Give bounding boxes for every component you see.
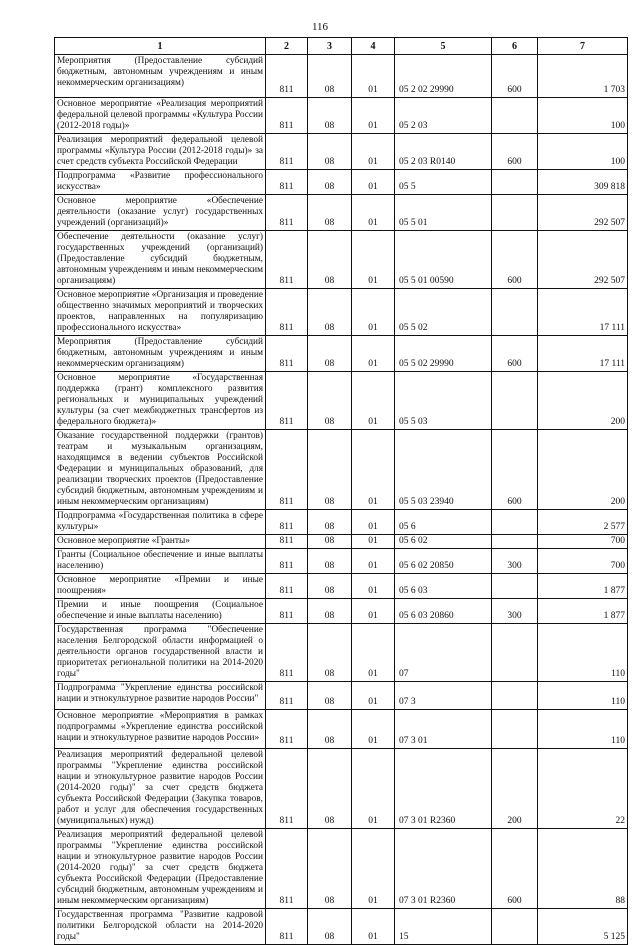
cell-name: Мероприятия (Предоставление субсидий бюджетным, автономным учреждениям и иным некоммерческим организациям) — [55, 55, 266, 98]
cell-sum: 292 507 — [538, 231, 628, 289]
cell-csr: 05 5 01 00590 — [395, 231, 492, 289]
cell-sum: 200 — [538, 430, 628, 510]
page-number: 116 — [311, 21, 329, 33]
cell-csr: 05 5 — [395, 170, 492, 195]
cell-grbs: 811 — [266, 829, 308, 909]
cell-pr: 01 — [352, 55, 395, 98]
cell-grbs: 811 — [266, 710, 308, 749]
table-row — [55, 682, 628, 710]
cell-rz: 08 — [308, 682, 352, 710]
cell-vr: 600 — [492, 829, 538, 909]
cell-pr: 01 — [352, 682, 395, 710]
table-body — [55, 55, 628, 945]
cell-pr: 01 — [352, 195, 395, 231]
cell-name: Гранты (Социальное обеспечение и иные выплаты населению) — [55, 549, 266, 574]
cell-grbs: 811 — [266, 231, 308, 289]
cell-rz: 08 — [308, 829, 352, 909]
cell-pr: 01 — [352, 98, 395, 134]
cell-vr — [492, 195, 538, 231]
cell-csr: 05 5 01 — [395, 195, 492, 231]
cell-vr — [492, 289, 538, 336]
cell-pr: 01 — [352, 372, 395, 430]
cell-name: Мероприятия (Предоставление субсидий бюджетным, автономным учреждениям и иным некоммерческим организациям) — [55, 336, 266, 372]
cell-csr: 07 3 01 — [395, 710, 492, 749]
cell-grbs: 811 — [266, 909, 308, 945]
cell-csr: 05 6 03 20860 — [395, 599, 492, 624]
cell-name: Реализация мероприятий федеральной целевой программы «Культура России (2012-2018 годы)» за счет средств субъекта Российской Федерации — [55, 134, 266, 170]
cell-grbs: 811 — [266, 510, 308, 535]
table-row — [55, 98, 628, 134]
cell-name: Подпрограмма «Развитие профессионального искусства» — [55, 170, 266, 195]
table-row — [55, 535, 628, 549]
cell-rz: 08 — [308, 549, 352, 574]
cell-pr: 01 — [352, 170, 395, 195]
cell-sum: 110 — [538, 710, 628, 749]
cell-grbs: 811 — [266, 98, 308, 134]
cell-name: Основное мероприятие «Организация и проведение общественно значимых мероприятий и творческих проектов, направленных на популяризацию профессионального искусства» — [55, 289, 266, 336]
cell-rz: 08 — [308, 289, 352, 336]
cell-vr — [492, 170, 538, 195]
cell-name: Основное мероприятие «Реализация мероприятий федеральной целевой программы «Культура России (2012-2018 годы)» — [55, 98, 266, 134]
table-row — [55, 549, 628, 574]
table-row — [55, 336, 628, 372]
cell-sum: 88 — [538, 829, 628, 909]
cell-rz: 08 — [308, 336, 352, 372]
cell-sum: 110 — [538, 682, 628, 710]
cell-sum: 1 703 — [538, 55, 628, 98]
cell-rz: 08 — [308, 430, 352, 510]
cell-pr: 01 — [352, 624, 395, 682]
cell-sum: 700 — [538, 549, 628, 574]
table-row — [55, 195, 628, 231]
cell-pr: 01 — [352, 535, 395, 549]
cell-vr — [492, 909, 538, 945]
cell-name: Основное мероприятие «Обеспечение деятельности (оказание услуг) государственных учреждений (организаций)» — [55, 195, 266, 231]
cell-vr — [492, 710, 538, 749]
cell-rz: 08 — [308, 574, 352, 599]
cell-name: Государственная программа "Развитие кадровой политики Белгородской области на 2014-2020 годы" — [55, 909, 266, 945]
cell-pr: 01 — [352, 231, 395, 289]
table-row — [55, 231, 628, 289]
cell-pr: 01 — [352, 430, 395, 510]
cell-grbs: 811 — [266, 682, 308, 710]
cell-grbs: 811 — [266, 574, 308, 599]
table-row — [55, 829, 628, 909]
table-row — [55, 710, 628, 749]
header-row — [55, 38, 628, 55]
cell-csr: 07 — [395, 624, 492, 682]
cell-csr: 05 2 02 29990 — [395, 55, 492, 98]
cell-csr: 05 5 02 29990 — [395, 336, 492, 372]
col-header-5: 5 — [395, 38, 492, 55]
table-row — [55, 170, 628, 195]
cell-pr: 01 — [352, 710, 395, 749]
cell-name: Основное мероприятие «Гранты» — [55, 535, 266, 549]
table-row — [55, 134, 628, 170]
cell-grbs: 811 — [266, 336, 308, 372]
cell-grbs: 811 — [266, 170, 308, 195]
cell-vr — [492, 574, 538, 599]
cell-sum: 1 877 — [538, 574, 628, 599]
cell-grbs: 811 — [266, 624, 308, 682]
cell-name: Основное мероприятие «Премии и иные поощрения» — [55, 574, 266, 599]
cell-name: Основное мероприятие «Мероприятия в рамках подпрограммы «Укрепление единства российской нации и этнокультурное развитие народов России» — [55, 710, 266, 749]
cell-sum: 100 — [538, 134, 628, 170]
cell-csr: 05 6 — [395, 510, 492, 535]
cell-vr: 300 — [492, 599, 538, 624]
cell-name: Реализация мероприятий федеральной целевой программы "Укрепление единства российской нации и этнокультурное развитие народов России (2014-2020 годы)" за счет средств бюджета субъекта Российской Федерации (Закупка товаров, работ и услуг для обеспечения государственных (муниципальных) нужд) — [55, 749, 266, 829]
cell-sum: 22 — [538, 749, 628, 829]
cell-vr: 600 — [492, 134, 538, 170]
cell-sum: 17 111 — [538, 289, 628, 336]
col-header-2: 2 — [266, 38, 308, 55]
cell-grbs: 811 — [266, 599, 308, 624]
cell-rz: 08 — [308, 624, 352, 682]
cell-name: Подпрограмма "Укрепление единства российской нации и этнокультурное развитие народов России" — [55, 682, 266, 710]
cell-sum: 309 818 — [538, 170, 628, 195]
cell-pr: 01 — [352, 574, 395, 599]
cell-sum: 200 — [538, 372, 628, 430]
cell-pr: 01 — [352, 289, 395, 336]
cell-csr: 05 2 03 — [395, 98, 492, 134]
table-row — [55, 749, 628, 829]
cell-vr — [492, 510, 538, 535]
cell-grbs: 811 — [266, 549, 308, 574]
cell-rz: 08 — [308, 231, 352, 289]
cell-sum: 1 877 — [538, 599, 628, 624]
cell-csr: 05 6 02 — [395, 535, 492, 549]
cell-sum: 110 — [538, 624, 628, 682]
table-row — [55, 289, 628, 336]
cell-csr: 05 2 03 R0140 — [395, 134, 492, 170]
cell-vr: 300 — [492, 549, 538, 574]
cell-csr: 07 3 — [395, 682, 492, 710]
cell-pr: 01 — [352, 134, 395, 170]
cell-grbs: 811 — [266, 749, 308, 829]
cell-name: Реализация мероприятий федеральной целевой программы "Укрепление единства российской нации и этнокультурное развитие народов России (2014-2020 годы)" за счет средств бюджета субъекта Российской Федерации (Предоставление субсидий бюджетным, автономным учреждениям и иным некоммерческим организациям) — [55, 829, 266, 909]
cell-grbs: 811 — [266, 195, 308, 231]
cell-grbs: 811 — [266, 372, 308, 430]
cell-name: Подпрограмма «Государственная политика в сфере культуры» — [55, 510, 266, 535]
cell-vr: 600 — [492, 231, 538, 289]
cell-csr: 05 5 03 — [395, 372, 492, 430]
cell-name: Премии и иные поощрения (Социальное обеспечение и иные выплаты населению) — [55, 599, 266, 624]
cell-rz: 08 — [308, 599, 352, 624]
cell-vr — [492, 624, 538, 682]
cell-rz: 08 — [308, 510, 352, 535]
table-row — [55, 430, 628, 510]
cell-csr: 05 5 03 23940 — [395, 430, 492, 510]
cell-pr: 01 — [352, 549, 395, 574]
col-header-3: 3 — [308, 38, 352, 55]
cell-pr: 01 — [352, 599, 395, 624]
cell-grbs: 811 — [266, 134, 308, 170]
cell-rz: 08 — [308, 710, 352, 749]
budget-table — [54, 37, 628, 945]
cell-rz: 08 — [308, 170, 352, 195]
table-row — [55, 599, 628, 624]
cell-pr: 01 — [352, 749, 395, 829]
cell-rz: 08 — [308, 134, 352, 170]
cell-name: Государственная программа "Обеспечение населения Белгородской области информацией о деятельности органов государственной власти и приоритетах региональной политики на 2014-2020 годы" — [55, 624, 266, 682]
cell-sum: 700 — [538, 535, 628, 549]
cell-pr: 01 — [352, 829, 395, 909]
table-row — [55, 372, 628, 430]
cell-vr: 600 — [492, 55, 538, 98]
table-row — [55, 510, 628, 535]
cell-name: Обеспечение деятельности (оказание услуг) государственных учреждений (организаций) (Предоставление субсидий бюджетным, автономным учреждениям и иным некоммерческим организациям) — [55, 231, 266, 289]
cell-grbs: 811 — [266, 430, 308, 510]
cell-rz: 08 — [308, 372, 352, 430]
cell-vr: 200 — [492, 749, 538, 829]
cell-vr: 600 — [492, 336, 538, 372]
cell-sum: 100 — [538, 98, 628, 134]
cell-csr: 07 3 01 R2360 — [395, 829, 492, 909]
cell-rz: 08 — [308, 749, 352, 829]
cell-sum: 17 111 — [538, 336, 628, 372]
cell-grbs: 811 — [266, 535, 308, 549]
cell-grbs: 811 — [266, 55, 308, 98]
table-row — [55, 574, 628, 599]
cell-vr — [492, 682, 538, 710]
cell-name: Основное мероприятие «Государственная поддержка (грант) комплексного развития региональных и муниципальных учреждений культуры (за счет межбюджетных трансфертов из федерального бюджета)» — [55, 372, 266, 430]
col-header-1: 1 — [55, 38, 266, 55]
col-header-4: 4 — [352, 38, 395, 55]
cell-pr: 01 — [352, 336, 395, 372]
cell-sum: 2 577 — [538, 510, 628, 535]
cell-grbs: 811 — [266, 289, 308, 336]
cell-vr — [492, 372, 538, 430]
cell-vr — [492, 535, 538, 549]
cell-csr: 15 — [395, 909, 492, 945]
cell-rz: 08 — [308, 195, 352, 231]
cell-pr: 01 — [352, 510, 395, 535]
table-row — [55, 909, 628, 945]
cell-csr: 07 3 01 R2360 — [395, 749, 492, 829]
cell-sum: 5 125 — [538, 909, 628, 945]
cell-pr: 01 — [352, 909, 395, 945]
cell-rz: 08 — [308, 55, 352, 98]
cell-rz: 08 — [308, 98, 352, 134]
col-header-7: 7 — [538, 38, 628, 55]
cell-sum: 292 507 — [538, 195, 628, 231]
cell-rz: 08 — [308, 535, 352, 549]
cell-csr: 05 6 02 20850 — [395, 549, 492, 574]
cell-csr: 05 5 02 — [395, 289, 492, 336]
cell-vr — [492, 98, 538, 134]
cell-csr: 05 6 03 — [395, 574, 492, 599]
table-row — [55, 624, 628, 682]
cell-rz: 08 — [308, 909, 352, 945]
cell-vr: 600 — [492, 430, 538, 510]
cell-name: Оказание государственной поддержки (грантов) театрам и музыкальным организациям, находящимся в ведении субъектов Российской Федерации и муниципальных образований, для реализации творческих проектов (Предоставление субсидий бюджетным, автономным учреждениям и иным некоммерческим организациям) — [55, 430, 266, 510]
table-row — [55, 55, 628, 98]
col-header-6: 6 — [492, 38, 538, 55]
